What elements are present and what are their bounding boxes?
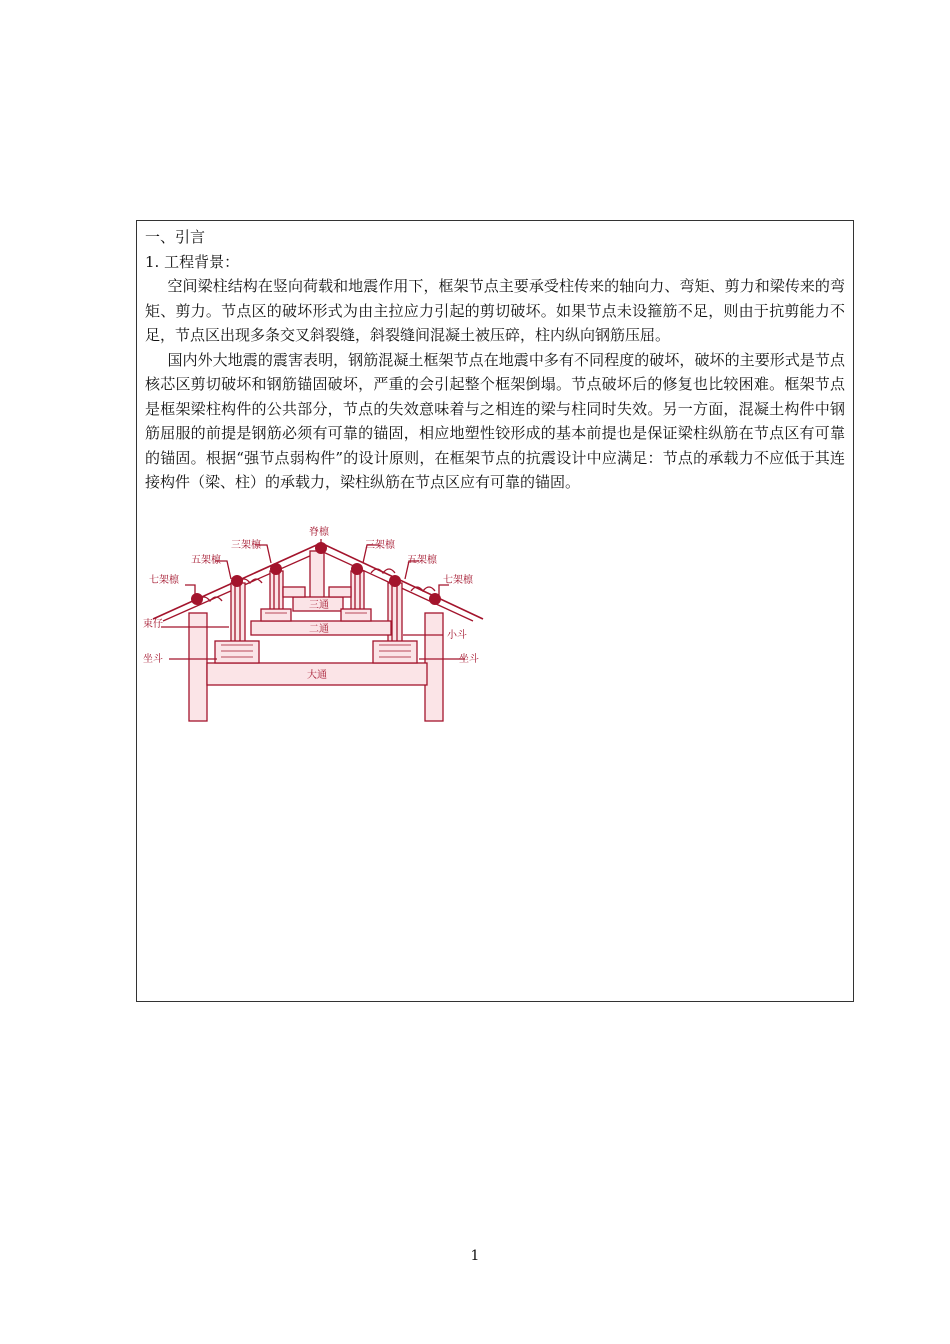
paragraph-1: 空间梁柱结构在竖向荷载和地震作用下，框架节点主要承受柱传来的轴向力、弯矩、剪力和梁传来的弯矩、剪力。节点区的破坏形式为由主拉应力引起的剪切破坏。如果节点未设箍筋不足，则由于抗剪能力不足，节点区出现多条交叉斜裂缝，斜裂缝间混凝土被压碎，柱内纵向钢筋压屈。 [145,277,845,344]
label-ridge-purlin: 脊檩 [309,527,329,538]
page-number: 1 [470,1248,480,1264]
roof-structure-figure [143,523,485,723]
label-five-purlin-right: 五架檩 [407,555,437,566]
label-datong: 大通 [307,670,327,681]
label-seven-purlin-left: 七架檩 [149,575,179,586]
label-seven-purlin-right: 七架檩 [443,575,473,586]
document-body [145,225,845,495]
section-subheading: 1. 工程背景： [145,252,240,271]
roof-structure-diagram [143,523,485,723]
label-zuodou-right: 坐斗 [459,654,479,665]
label-five-purlin-left: 五架檩 [191,555,221,566]
label-three-purlin-left: 三架檩 [231,540,261,551]
label-three-purlin-right: 三架檩 [365,540,395,551]
label-zuodou-left: 坐斗 [143,654,163,665]
content-frame [136,220,854,1002]
label-shuzai: 束仔 [143,619,163,630]
label-xiaodou: 小斗 [447,630,467,641]
section-heading: 一、引言 [145,228,206,246]
paragraph-2: 国内外大地震的震害表明，钢筋混凝土框架节点在地震中多有不同程度的破坏，破坏的主要形式是节点核芯区剪切破坏和钢筋锚固破坏，严重的会引起整个框架倒塌。节点破坏后的修复也比较困难。框架节点是框架梁柱构件的公共部分，节点的失效意味着与之相连的梁与柱同时失效。另一方面，混凝土构件中钢筋屈服的前提是钢筋必须有可靠的锚固，相应地塑性铰形成的基本前提也是保证梁柱纵筋在节点区有可靠的锚固。根据“强节点弱构件”的设计原则，在框架节点的抗震设计中应满足：节点的承载力不应低于其连接构件（梁、柱）的承载力，梁柱纵筋在节点区应有可靠的锚固。 [145,350,845,491]
label-ertong: 二通 [309,624,329,635]
label-santong: 三通 [309,600,329,611]
